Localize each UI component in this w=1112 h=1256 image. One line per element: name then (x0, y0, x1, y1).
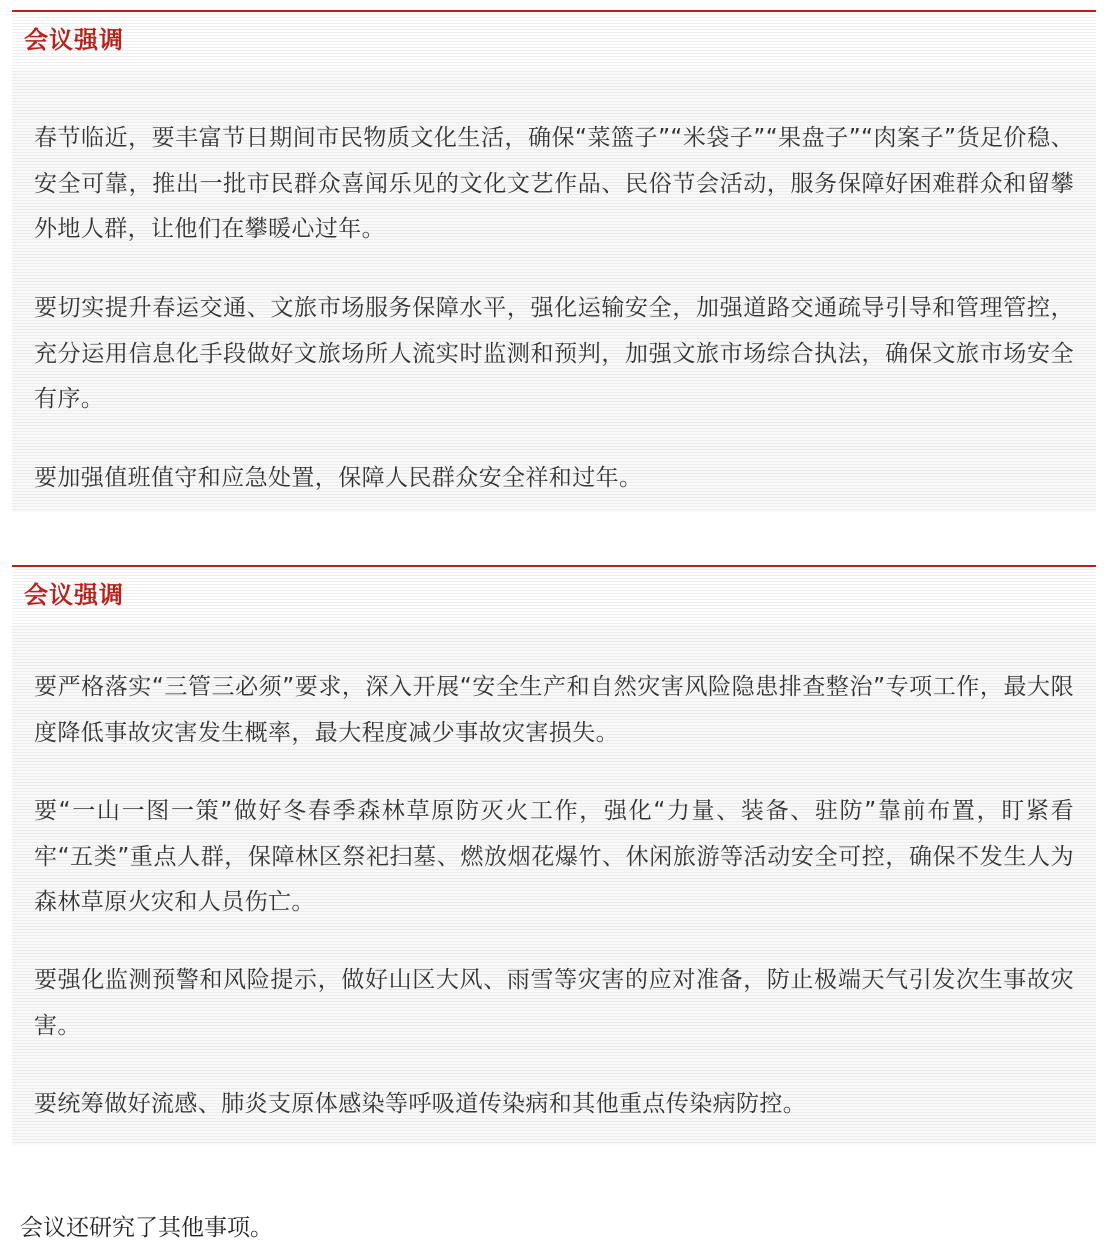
section-header (12, 567, 1096, 625)
paragraph: 要“一山一图一策”做好冬春季森林草原防灭火工作，强化“力量、装备、驻防”靠前布置，盯紧看牢“五类”重点人群，保障林区祭祀扫墓、燃放烟花爆竹、休闲旅游等活动安全可控，确保不发生人为森林草原火灾和人员伤亡。 (34, 798, 1074, 915)
paragraph: 春节临近，要丰富节日期间市民物质文化生活，确保“菜篮子”“米袋子”“果盘子”“肉案子”货足价稳、安全可靠，推出一批市民群众喜闻乐见的文化文艺作品、民俗节会活动，服务保障好困难群众和留攀外地人群，让他们在攀暖心过年。 (34, 125, 1074, 242)
emphasis-section-2 (12, 565, 1096, 1145)
section-title: 会议强调 (24, 581, 124, 609)
paragraph: 要切实提升春运交通、文旅市场服务保障水平，强化运输安全，加强道路交通疏导引导和管理管控，充分运用信息化手段做好文旅场所人流实时监测和预判，加强文旅市场综合执法，确保文旅市场安全有序。 (34, 295, 1074, 412)
paragraph: 要严格落实“三管三必须”要求，深入开展“安全生产和自然灾害风险隐患排查整治”专项工作，最大限度降低事故灾害发生概率，最大程度减少事故灾害损失。 (34, 674, 1074, 746)
paragraph: 要统筹做好流感、肺炎支原体感染等呼吸道传染病和其他重点传染病防控。 (34, 1091, 807, 1117)
paragraph: 要强化监测预警和风险提示，做好山区大风、雨雪等灾害的应对准备，防止极端天气引发次生事故灾害。 (34, 967, 1074, 1039)
section-header (12, 12, 1096, 70)
closing-text: 会议还研究了其他事项。 (20, 1215, 273, 1241)
section-title: 会议强调 (24, 26, 124, 54)
emphasis-section-1 (12, 10, 1096, 512)
paragraph: 要加强值班值守和应急处置，保障人民群众安全祥和过年。 (34, 465, 643, 491)
